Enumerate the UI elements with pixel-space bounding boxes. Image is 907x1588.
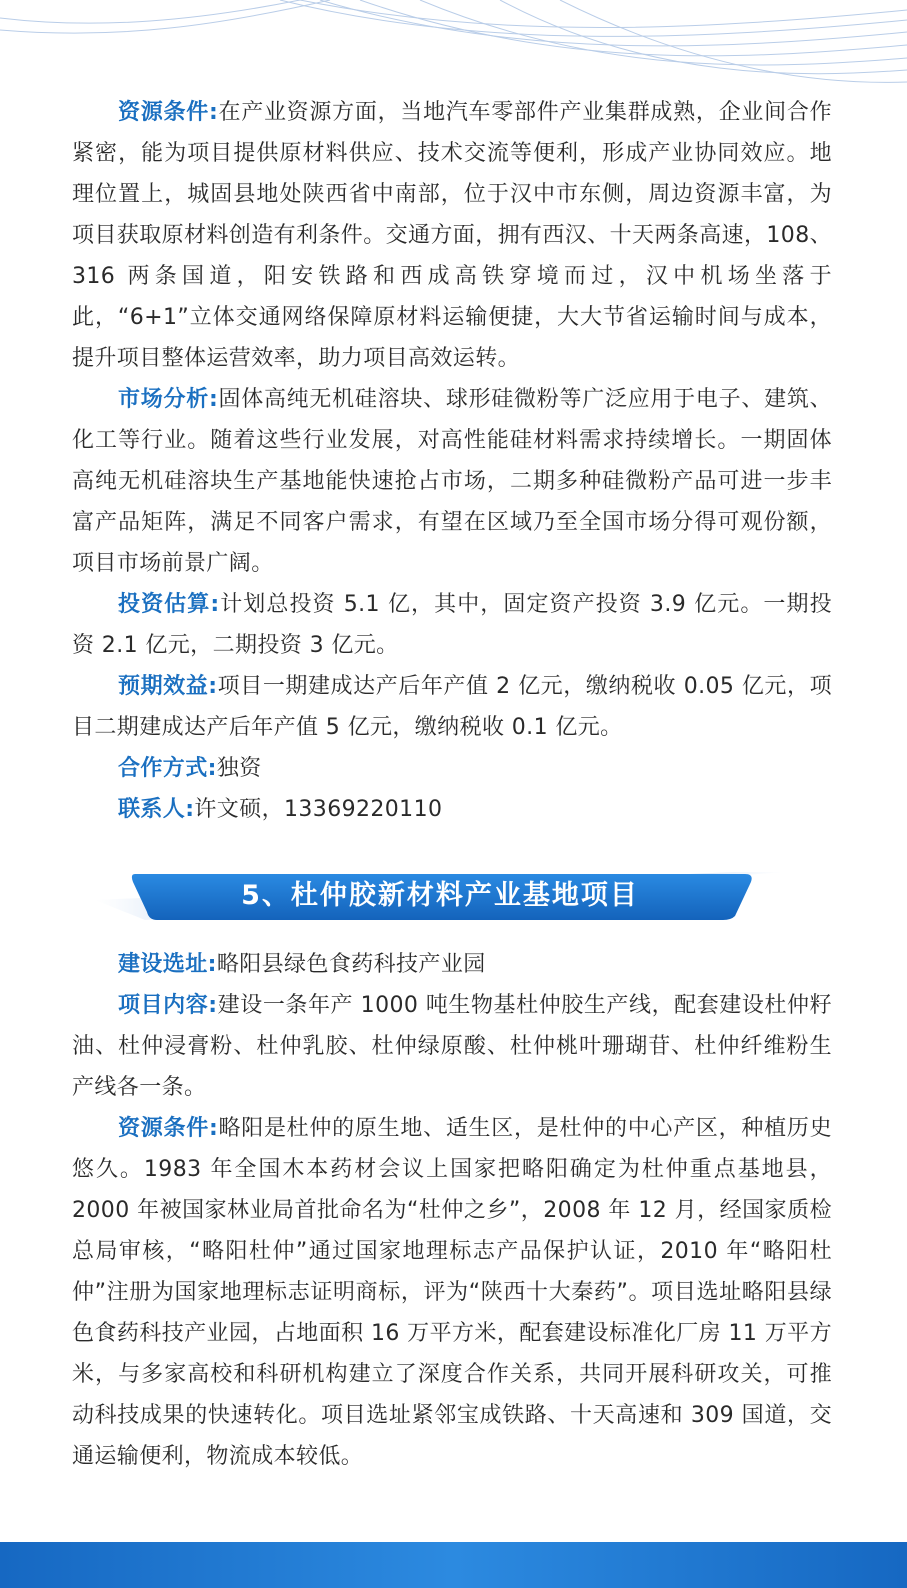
text-expected-benefits: 项目一期建成达产后年产值 2 亿元，缴纳税收 0.05 亿元，项目二期建成达产后年产值 5 亿元，缴纳税收 0.1 亿元。: [72, 674, 832, 740]
label-resource-conditions-2: 资源条件:: [118, 1116, 219, 1141]
text-contact: 许文硕，13369220110: [194, 797, 443, 822]
text-investment-estimate: 计划总投资 5.1 亿，其中，固定资产投资 3.9 亿元。一期投资 2.1 亿元，二期投资 3 亿元。: [72, 592, 832, 658]
label-market-analysis: 市场分析:: [118, 387, 219, 412]
paragraph-contact: [72, 789, 832, 830]
paragraph-cooperation-mode: [72, 748, 832, 789]
paragraph-expected-benefits: [72, 666, 832, 748]
top-wave-decoration: [0, 0, 907, 95]
label-contact: 联系人:: [118, 797, 195, 822]
text-resource-conditions-2: 略阳是杜仲的原生地、适生区，是杜仲的中心产区，种植历史悠久。1983 年全国木本药材会议上国家把略阳确定为杜仲重点基地县，2000 年被国家林业局首批命名为“杜仲之乡”，2008 年 12 月，经国家质检总局审核，“略阳杜仲”通过国家地理标志产品保护认证，2010 年“略阳杜仲”注册为国家地理标志证明商标，评为“陕西十大秦药”。项目选址略阳县绿色食药科技产业园，占地面积 16 万平方米，配套建设标准化厂房 11 万平方米，与多家高校和科研机构建立了深度合作关系，共同开展科研攻关，可推动科技成果的快速转化。项目选址紧邻宝成铁路、十天高速和 309 国道，交通运输便利，物流成本较低。: [72, 1116, 832, 1469]
label-resource-conditions: 资源条件:: [118, 100, 219, 125]
paragraph-construction-site: [72, 944, 832, 985]
label-expected-benefits: 预期效益:: [118, 674, 218, 699]
paragraph-resource-conditions: [72, 92, 832, 379]
paragraph-project-content: [72, 985, 832, 1108]
section-banner: [95, 870, 785, 922]
label-project-content: 项目内容:: [118, 993, 218, 1018]
text-market-analysis: 固体高纯无机硅溶块、球形硅微粉等广泛应用于电子、建筑、化工等行业。随着这些行业发展，对高性能硅材料需求持续增长。一期固体高纯无机硅溶块生产基地能快速抢占市场，二期多种硅微粉产品可进一步丰富产品矩阵，满足不同客户需求，有望在区域乃至全国市场分得可观份额，项目市场前景广阔。: [72, 387, 832, 576]
banner-title: 5、杜仲胶新材料产业基地项目: [241, 880, 639, 911]
label-construction-site: 建设选址:: [118, 952, 217, 977]
text-resource-conditions: 在产业资源方面，当地汽车零部件产业集群成熟，企业间合作紧密，能为项目提供原材料供应、技术交流等便利，形成产业协同效应。地理位置上，城固县地处陕西省中南部，位于汉中市东侧，周边资源丰富，为项目获取原材料创造有利条件。交通方面，拥有西汉、十天两条高速，108、316 两条国道，阳安铁路和西成高铁穿境而过，汉中机场坐落于此，“6+1”立体交通网络保障原材料运输便捷，大大节省运输时间与成本，提升项目整体运营效率，助力项目高效运转。: [72, 100, 832, 371]
text-project-content: 建设一条年产 1000 吨生物基杜仲胶生产线，配套建设杜仲籽油、杜仲浸膏粉、杜仲乳胶、杜仲绿原酸、杜仲桃叶珊瑚苷、杜仲纤维粉生产线各一条。: [72, 993, 832, 1100]
text-cooperation-mode: 独资: [216, 756, 262, 781]
label-investment-estimate: 投资估算:: [118, 592, 220, 617]
paragraph-resource-conditions-2: [72, 1108, 832, 1477]
label-cooperation-mode: 合作方式:: [118, 756, 217, 781]
text-construction-site: 略阳县绿色食药科技产业园: [216, 952, 486, 977]
paragraph-market-analysis: [72, 379, 832, 584]
bottom-bar: [0, 1542, 907, 1588]
paragraph-investment-estimate: [72, 584, 832, 666]
